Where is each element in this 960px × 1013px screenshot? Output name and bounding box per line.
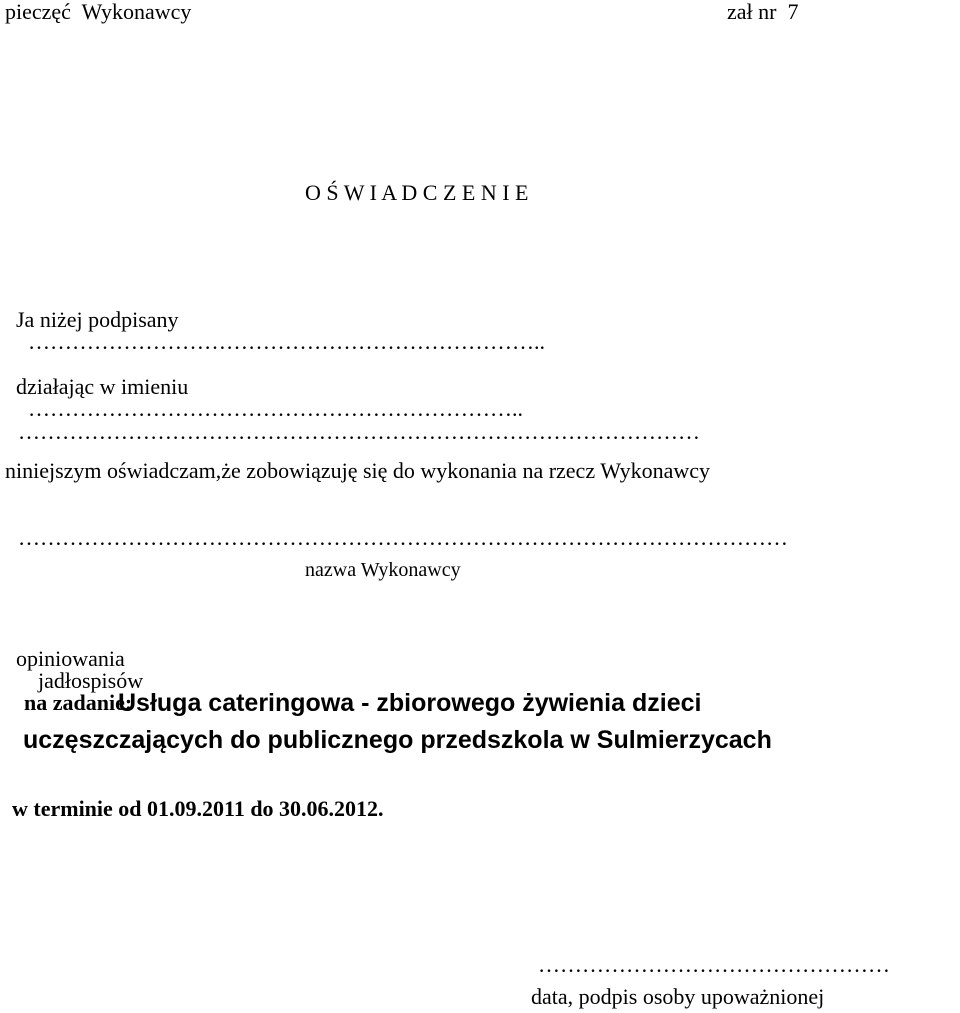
task-bold-part: na zadanie: (24, 690, 133, 715)
signature-caption: data, podpis osoby upoważnionej (531, 984, 825, 1009)
contractor-name-caption: nazwa Wykonawcy (305, 559, 461, 581)
contractor-name-dots: …………………………………………………………………………………………… (18, 525, 788, 550)
signatory-label: Ja niżej podpisany (16, 307, 179, 332)
service-title-line2: uczęszczających do publicznego przedszkola w Sulmierzycach (23, 726, 772, 754)
task-word-opiniowania: opiniowania (16, 646, 125, 671)
acting-dots-line2: ………………………………………………………………………………… (18, 419, 700, 444)
acting-line (5, 354, 523, 420)
stamp-label: pieczęć Wykonawcy (5, 0, 192, 24)
term-line: w terminie od 01.09.2011 do 30.06.2012. (12, 796, 384, 821)
signature-dots: ………………………………………… (538, 952, 890, 977)
signatory-line (5, 287, 545, 353)
document-title: O Ś W I A D C Z E N I E (305, 180, 529, 205)
task-word-jadlospisow: jadłospisów (38, 668, 144, 693)
service-title-line1: Usługa cateringowa - zbiorowego żywienia dzieci (118, 689, 702, 717)
declaration-text: niniejszym oświadczam,że zobowiązuję się do wykonania na rzecz Wykonawcy (5, 458, 711, 483)
signatory-dots: …………………………………………………………….. (28, 329, 545, 354)
acting-label: działając w imieniu (16, 374, 189, 399)
attachment-label: zał nr 7 (727, 0, 799, 24)
acting-dots: ………………………………………………………….. (28, 396, 523, 421)
